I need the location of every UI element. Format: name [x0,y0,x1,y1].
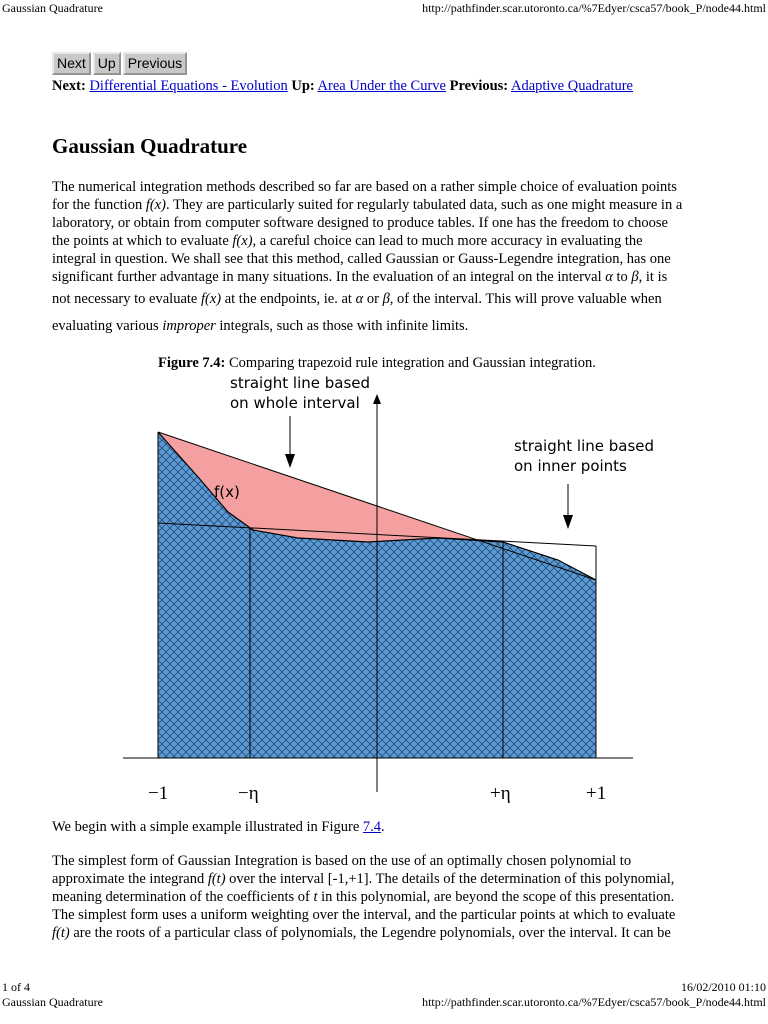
ft-math: f(t) [207,871,226,887]
alpha-symbol: α [605,269,613,285]
intro-line-3: laboratory, or obtain from computer software designed to produce tables. If one has the freedom to choose [52,215,668,231]
figure-caption [158,355,596,372]
page-title: Gaussian Quadrature [52,134,248,158]
gaussian-figure [118,372,655,812]
print-header-url: http://pathfinder.scar.utoronto.ca/%7Edyer/csca57/book_P/node44.html [422,1,766,15]
inner-arrow-head [563,515,573,529]
print-header [0,1,768,15]
to-word: to [612,269,632,285]
next-label: Next: [52,78,86,94]
intro-line-5: integral in question. We shall see that this method, called Gaussian or Gauss-Legendre integration, has one [52,251,671,267]
y-axis-arrow [373,394,381,404]
beta-symbol: β [382,291,390,307]
intro-line-8 [52,313,717,340]
whole-arrow-head [285,454,295,468]
intro-line-8b: integrals, such as those with infinite limits. [215,318,469,334]
simplest-line-3b: in this polynomial, are beyond the scope of this presentation. [317,889,675,905]
next-button[interactable]: Next [52,52,91,75]
label-fx: f(x) [214,483,240,501]
example-text-b: . [381,819,385,835]
alpha-symbol: α [355,291,364,307]
improper-word: improper [162,318,216,334]
fx-math: f(x) [200,291,222,307]
print-header-title: Gaussian Quadrature [2,1,103,15]
fx-math: f(x) [232,233,253,249]
label-whole-2: on whole interval [230,394,360,412]
intro-line-2b: . They are particularly suited for regularly tabulated data, such as one might measure in a [165,197,683,213]
tick-minus-1: −1 [148,783,169,804]
print-footer-title: Gaussian Quadrature [2,995,103,1009]
print-datetime: 16/02/2010 01:10 [680,980,766,994]
label-inner-2: on inner points [514,457,627,475]
intro-line-7 [52,286,717,313]
previous-label: Previous: [449,78,509,94]
up-button[interactable]: Up [93,52,121,75]
previous-link[interactable]: Adaptive Quadrature [510,78,633,94]
previous-button[interactable]: Previous [123,52,187,75]
simplest-line-2a: approximate the integrand [52,871,208,887]
print-footer [0,995,768,1009]
print-footer-url: http://pathfinder.scar.utoronto.ca/%7Edyer/csca57/book_P/node44.html [422,995,766,1009]
intro-line-8a: evaluating various [52,318,163,334]
or-word: or [363,291,383,307]
intro-line-4b: , a careful choice can lead to much more accuracy in evaluating the [252,233,643,249]
beta-symbol: β [631,269,639,285]
t-math: t [313,889,318,905]
tick-minus-eta: −η [238,783,259,804]
intro-line-6a: significant further advantage in many situations. In the evaluation of an integral on the interval [52,269,606,285]
label-whole-1: straight line based [230,374,371,392]
simplest-form-paragraph [52,852,717,942]
intro-line-4a: the points at which to evaluate [52,233,233,249]
nav-links [52,78,633,95]
up-label: Up: [291,78,315,94]
intro-line-7c: , of the interval. This will prove valuable when [389,291,662,307]
print-footer-page [0,980,768,994]
simplest-line-4: The simplest form uses a uniform weighting over the interval, and the particular points at which to evaluate [52,907,676,923]
example-paragraph [52,818,717,836]
intro-line-1: The numerical integration methods described so far are based on a rather simple choice of evaluation points [52,179,677,195]
simplest-line-5b: are the roots of a particular class of polynomials, the Legendre polynomials, over the interval. It can be [69,925,671,941]
figure-link[interactable]: 7.4 [362,819,382,835]
up-link[interactable]: Area Under the Curve [317,78,446,94]
example-text-a: We begin with a simple example illustrated in Figure [52,819,363,835]
figure-caption-text: Comparing trapezoid rule integration and Gaussian integration. [225,355,596,371]
simplest-line-2b: over the interval [-1,+1]. The details of the determination of this polynomial, [225,871,675,887]
intro-line-6b: , it is [638,269,668,285]
tick-plus-eta: +η [490,783,511,804]
fx-math: f(x) [145,197,166,213]
nav-buttons [52,52,187,75]
next-link[interactable]: Differential Equations - Evolution [89,78,288,94]
tick-plus-1: +1 [586,783,607,804]
intro-line-2a: for the function [52,197,146,213]
page-count: 1 of 4 [2,980,30,994]
simplest-line-1: The simplest form of Gaussian Integration is based on the use of an optimally chosen polynomial to [52,853,632,869]
label-inner-1: straight line based [514,437,655,455]
ft-math: f(t) [52,925,70,941]
simplest-line-3a: meaning determination of the coefficients of [52,889,314,905]
intro-line-7a: not necessary to evaluate [52,291,201,307]
figure-caption-label: Figure 7.4: [158,355,226,371]
intro-line-7b: at the endpoints, ie. at [221,291,356,307]
intro-paragraph [52,178,717,340]
